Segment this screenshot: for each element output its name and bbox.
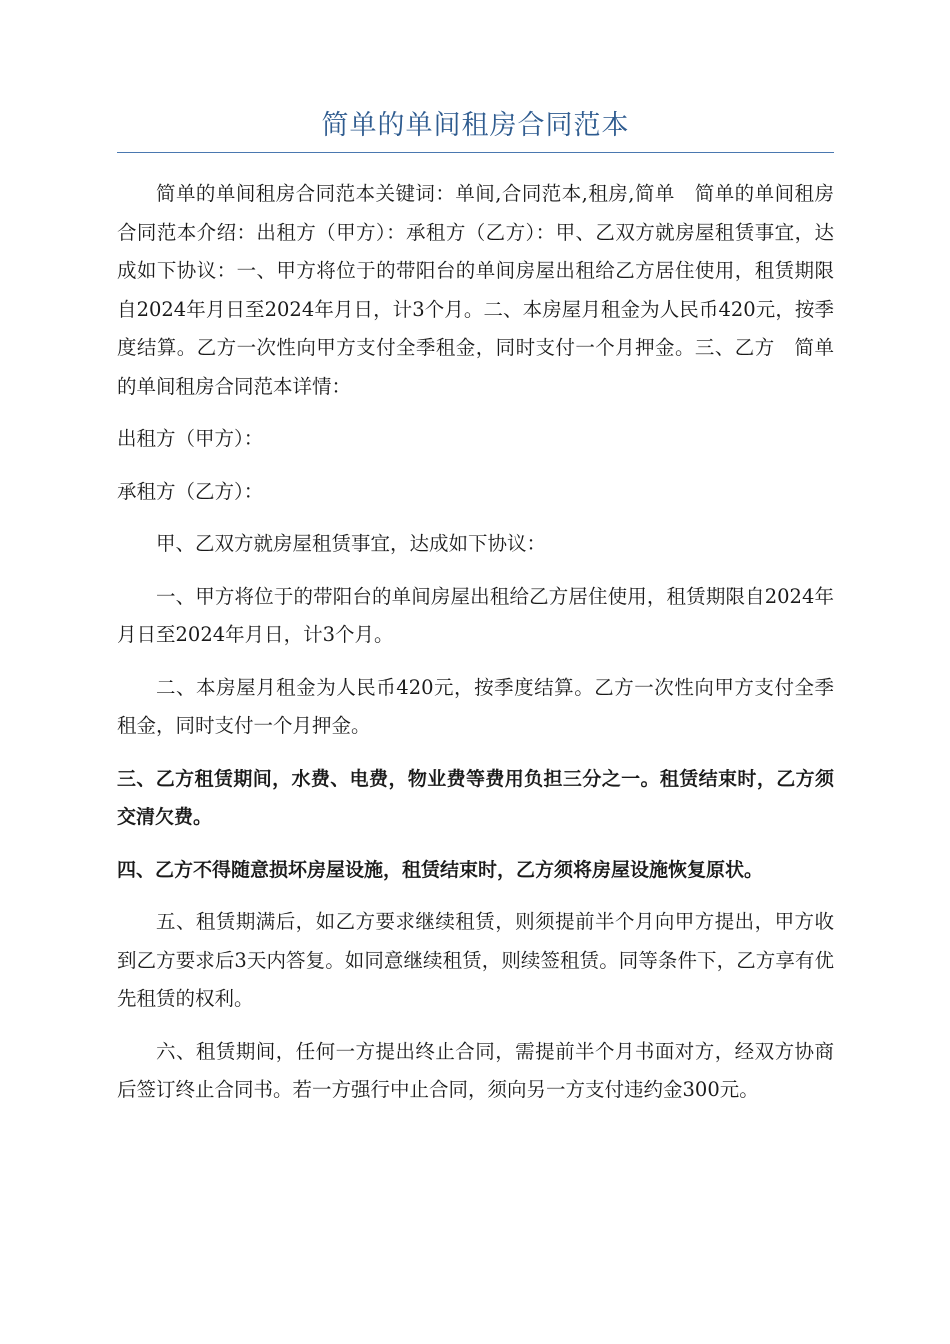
document-page <box>117 108 834 1110</box>
clause-4: 四、乙方不得随意损坏房屋设施，租赁结束时，乙方须将房屋设施恢复原状。 <box>117 858 764 881</box>
document-title: 简单的单间租房合同范本 <box>117 108 834 153</box>
agreement-preamble: 甲、乙双方就房屋租赁事宜，达成如下协议： <box>156 532 547 555</box>
clause-1: 一、甲方将位于的带阳台的单间房屋出租给乙方居住使用，租赁期限自2024年月日至2024年月日，计3个月。 <box>117 584 834 646</box>
clause-5: 五、租赁期满后，如乙方要求继续租赁，则须提前半个月向甲方提出，甲方收到乙方要求后3天内答复。如同意继续租赁，则续签租赁。同等条件下，乙方享有优先租赁的权利。 <box>117 910 834 1010</box>
clause-2: 二、本房屋月租金为人民币420元，按季度结算。乙方一次性向甲方支付全季租金，同时支付一个月押金。 <box>117 675 834 737</box>
lessee-line: 承租方（乙方）： <box>117 479 264 503</box>
clause-6: 六、租赁期间，任何一方提出终止合同，需提前半个月书面对方，经双方协商后签订终止合同书。若一方强行中止合同，须向另一方支付违约金300元。 <box>117 1039 834 1101</box>
clause-3: 三、乙方租赁期间，水费、电费，物业费等费用负担三分之一。租赁结束时，乙方须交清欠费。 <box>117 767 834 828</box>
lessor-line: 出租方（甲方）： <box>117 427 264 450</box>
intro-paragraph: 简单的单间租房合同范本关键词：单间,合同范本,租房,简单 简单的单间租房合同范本介绍：出租方（甲方）：承租方（乙方）：甲、乙双方就房屋租赁事宜，达成如下协议：一、甲方将位于的带阳台的单间房屋出租给乙方居住使用，租赁期限自2024年月日至2024年月日，计3个月。二、本房屋月租金为人民币420元，按季度结算。乙方一次性向甲方支付全季租金，同时支付一个月押金。三、乙方 简单的单间租房合同范本详情： <box>117 182 834 398</box>
